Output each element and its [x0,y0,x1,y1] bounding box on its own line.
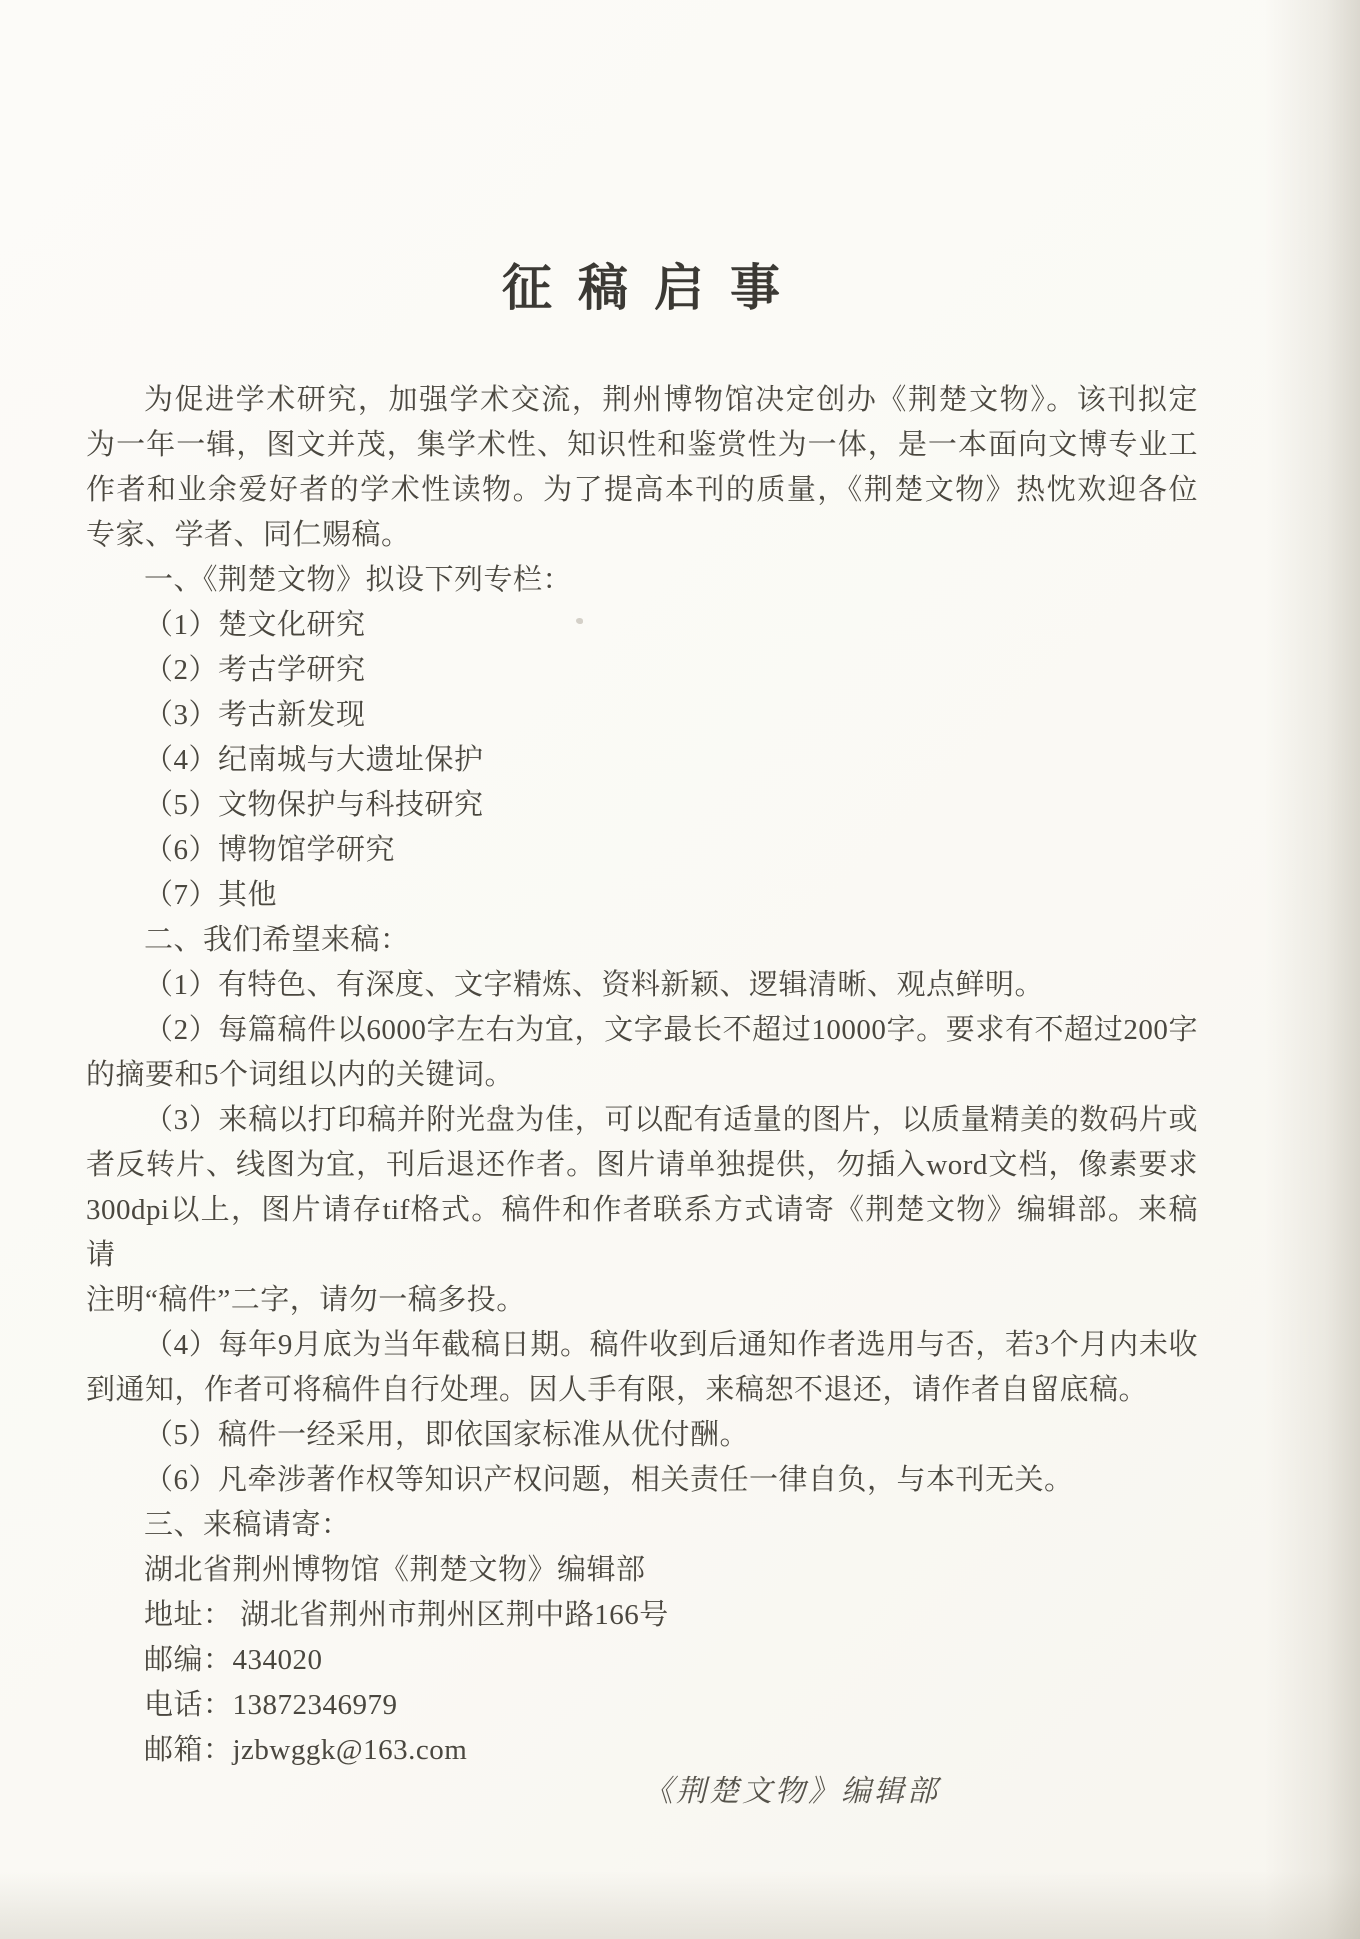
text-line: 湖北省荆州博物馆《荆楚文物》编辑部 [144,1554,646,1586]
text-line: （2）考古学研究 [144,654,366,686]
text-line: 的摘要和5个词组以内的关键词。 [86,1059,515,1091]
document-body [86,378,1198,1773]
text-line: （4）纪南城与大遗址保护 [144,744,484,776]
signature: 《荆楚文物》编辑部 [643,1775,940,1808]
text-line: 一、《荆楚文物》拟设下列专栏： [144,564,573,596]
text-line: （6）凡牵涉著作权等知识产权问题，相关责任一律自负，与本刊无关。 [144,1464,1074,1496]
text-line: 邮箱：jzbwggk@163.com [144,1734,468,1766]
text-line: 三、来稿请寄： [144,1509,351,1541]
text-line: （5）稿件一经采用，即依国家标准从优付酬。 [144,1419,750,1451]
text-line: 为促进学术研究，加强学术交流，荆州博物馆决定创办《荆楚文物》。该刊拟定 [144,384,1198,416]
text-line: 邮编：434020 [144,1644,323,1676]
text-line: （3）来稿以打印稿并附光盘为佳，可以配有适量的图片，以质量精美的数码片或 [144,1104,1198,1136]
text-line: （3）考古新发现 [144,699,366,731]
text-line: 300dpi以上，图片请存tif格式。稿件和作者联系方式请寄《荆楚文物》编辑部。来稿请 [86,1194,1198,1271]
text-line: 为一年一辑，图文并茂，集学术性、知识性和鉴赏性为一体，是一本面向文博专业工 [86,429,1198,461]
text-line: （7）其他 [144,879,278,911]
scan-speck [576,618,583,624]
text-line: （5）文物保护与科技研究 [144,789,484,821]
text-line: 地址： 湖北省荆州市荆州区荆中路166号 [144,1599,669,1631]
page-title: 征稿启事 [502,260,806,316]
text-line: 者反转片、线图为宜，刊后退还作者。图片请单独提供，勿插入word文档，像素要求 [86,1149,1198,1181]
text-line: 注明“稿件”二字，请勿一稿多投。 [86,1284,526,1316]
text-line: 电话：13872346979 [144,1689,398,1721]
text-line: 二、我们希望来稿： [144,924,410,956]
text-line: （4）每年9月底为当年截稿日期。稿件收到后通知作者选用与否，若3个月内未收 [144,1329,1198,1361]
text-line: 到通知，作者可将稿件自行处理。因人手有限，来稿恕不退还，请作者自留底稿。 [86,1374,1149,1406]
text-line: 作者和业余爱好者的学术性读物。为了提高本刊的质量，《荆楚文物》热忱欢迎各位 [86,474,1198,506]
text-line: （6）博物馆学研究 [144,834,396,866]
text-line: （1）有特色、有深度、文字精炼、资料新颖、逻辑清晰、观点鲜明。 [144,969,1045,1001]
text-line: 专家、学者、同仁赐稿。 [86,519,411,551]
text-line: （1）楚文化研究 [144,609,366,641]
text-line: （2）每篇稿件以6000字左右为宜，文字最长不超过10000字。要求有不超过200字 [144,1014,1198,1046]
